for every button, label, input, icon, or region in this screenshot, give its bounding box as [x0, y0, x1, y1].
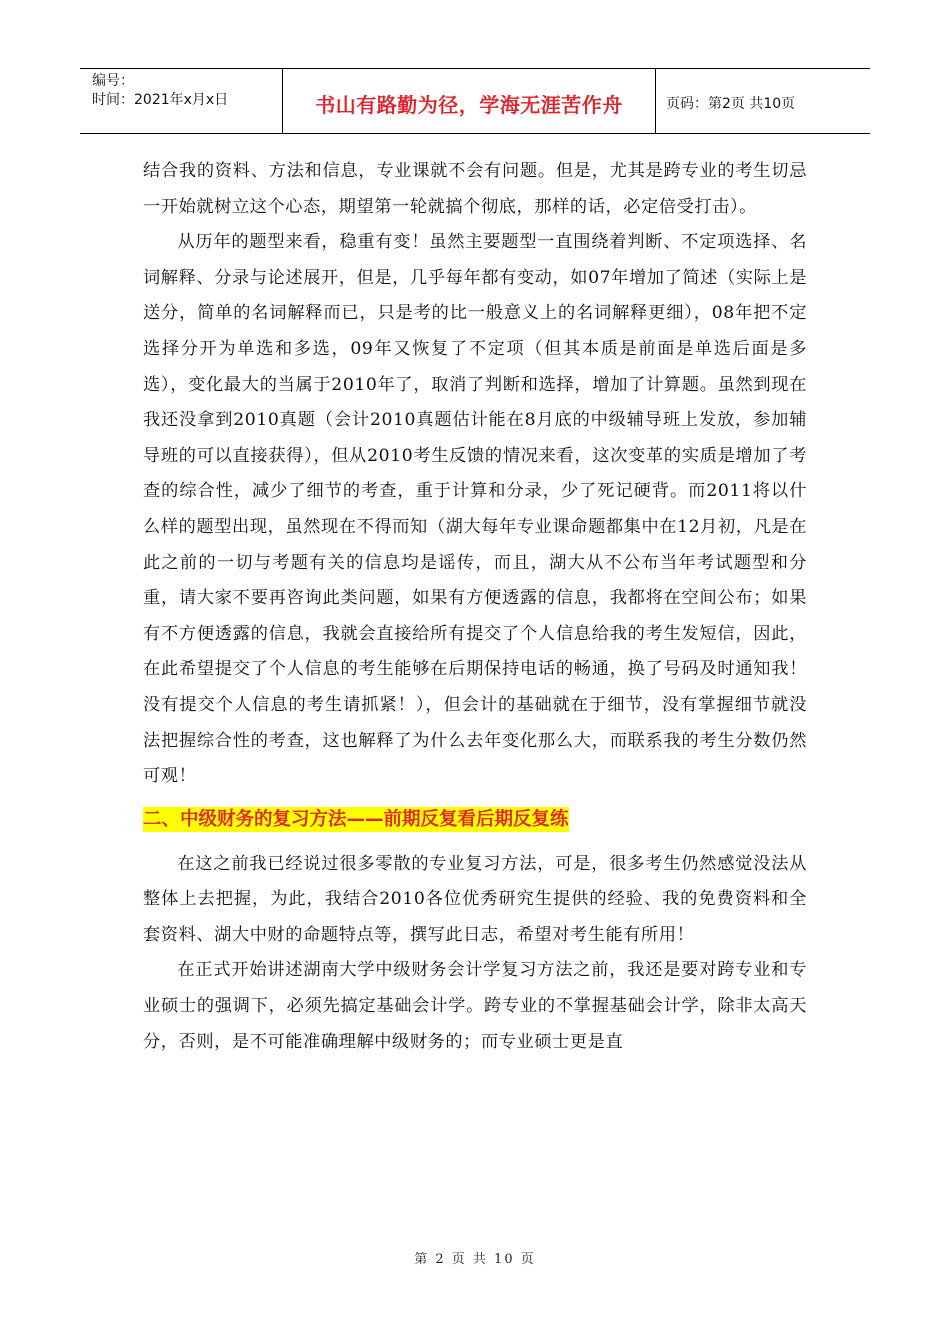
- document-date: 时间：2021年x月x日: [92, 92, 229, 108]
- document-number: 编号：: [92, 73, 134, 89]
- section-heading: [143, 803, 807, 837]
- header-meta: [80, 69, 283, 133]
- page-footer: 第 2 页 共 10 页: [414, 1252, 536, 1267]
- page-header: [80, 68, 870, 134]
- document-body: [143, 154, 807, 1060]
- section-heading-text: 二、中级财务的复习方法——前期反复看后期反复练: [143, 808, 569, 830]
- paragraph-3: 在这之前我已经说过很多零散的专业复习方法，可是，很多考生仍然感觉没法从整体上去把握，为此，我结合2010各位优秀研究生提供的经验、我的免费资料和全套资料、湖大中财的命题特点等，撰写此日志，希望对考生能有所用！: [143, 853, 807, 945]
- header-motto: 书山有路勤为径，学海无涯苦作舟: [283, 69, 656, 133]
- paragraph-1: 结合我的资料、方法和信息，专业课就不会有问题。但是，尤其是跨专业的考生切忌一开始就树立这个心态，期望第一轮就搞个彻底，那样的话，必定倍受打击）。: [143, 161, 807, 217]
- paragraph-2: 从历年的题型来看，稳重有变！虽然主要题型一直围绕着判断、不定项选择、名词解释、分录与论述展开，但是，几乎每年都有变动，如07年增加了简述（实际上是送分，简单的名词解释而已，只是考的比一般意义上的名词解释更细），08年把不定选择分开为单选和多选，09年又恢复了不定项（但其本质是前面是单选后面是多选），变化最大的当属于2010年了，取消了判断和选择，增加了计算题。虽然到现在我还没拿到2010真题（会计2010真题估计能在8月底的中级辅导班上发放，参加辅导班的可以直接获得），但从2010考生反馈的情况来看，这次变革的实质是增加了考查的综合性，减少了细节的考查，重于计算和分录，少了死记硬背。而2011将以什么样的题型出现，虽然现在不得而知（湖大每年专业课命题都集中在12月初，凡是在此之前的一切与考题有关的信息均是谣传，而且，湖大从不公布当年考试题型和分重，请大家不要再咨询此类问题，如果有方便透露的信息，我都将在空间公布；如果有不方便透露的信息，我就会直接给所有提交了个人信息给我的考生发短信，因此，在此希望提交了个人信息的考生能够在后期保持电话的畅通，换了号码及时通知我！没有提交个人信息的考生请抓紧！），但会计的基础就在于细节，没有掌握细节就没法把握综合性的考查，这也解释了为什么去年变化那么大，而联系我的考生分数仍然可观！: [143, 232, 807, 787]
- header-page-number: 页码：第2页 共10页: [666, 96, 796, 112]
- paragraph-4: 在正式开始讲述湖南大学中级财务会计学复习方法之前，我还是要对跨专业和专业硕士的强调下，必须先搞定基础会计学。跨专业的不掌握基础会计学，除非太高天分，否则，是不可能准确理解中级财务的；而专业硕士更是直: [143, 960, 807, 1052]
